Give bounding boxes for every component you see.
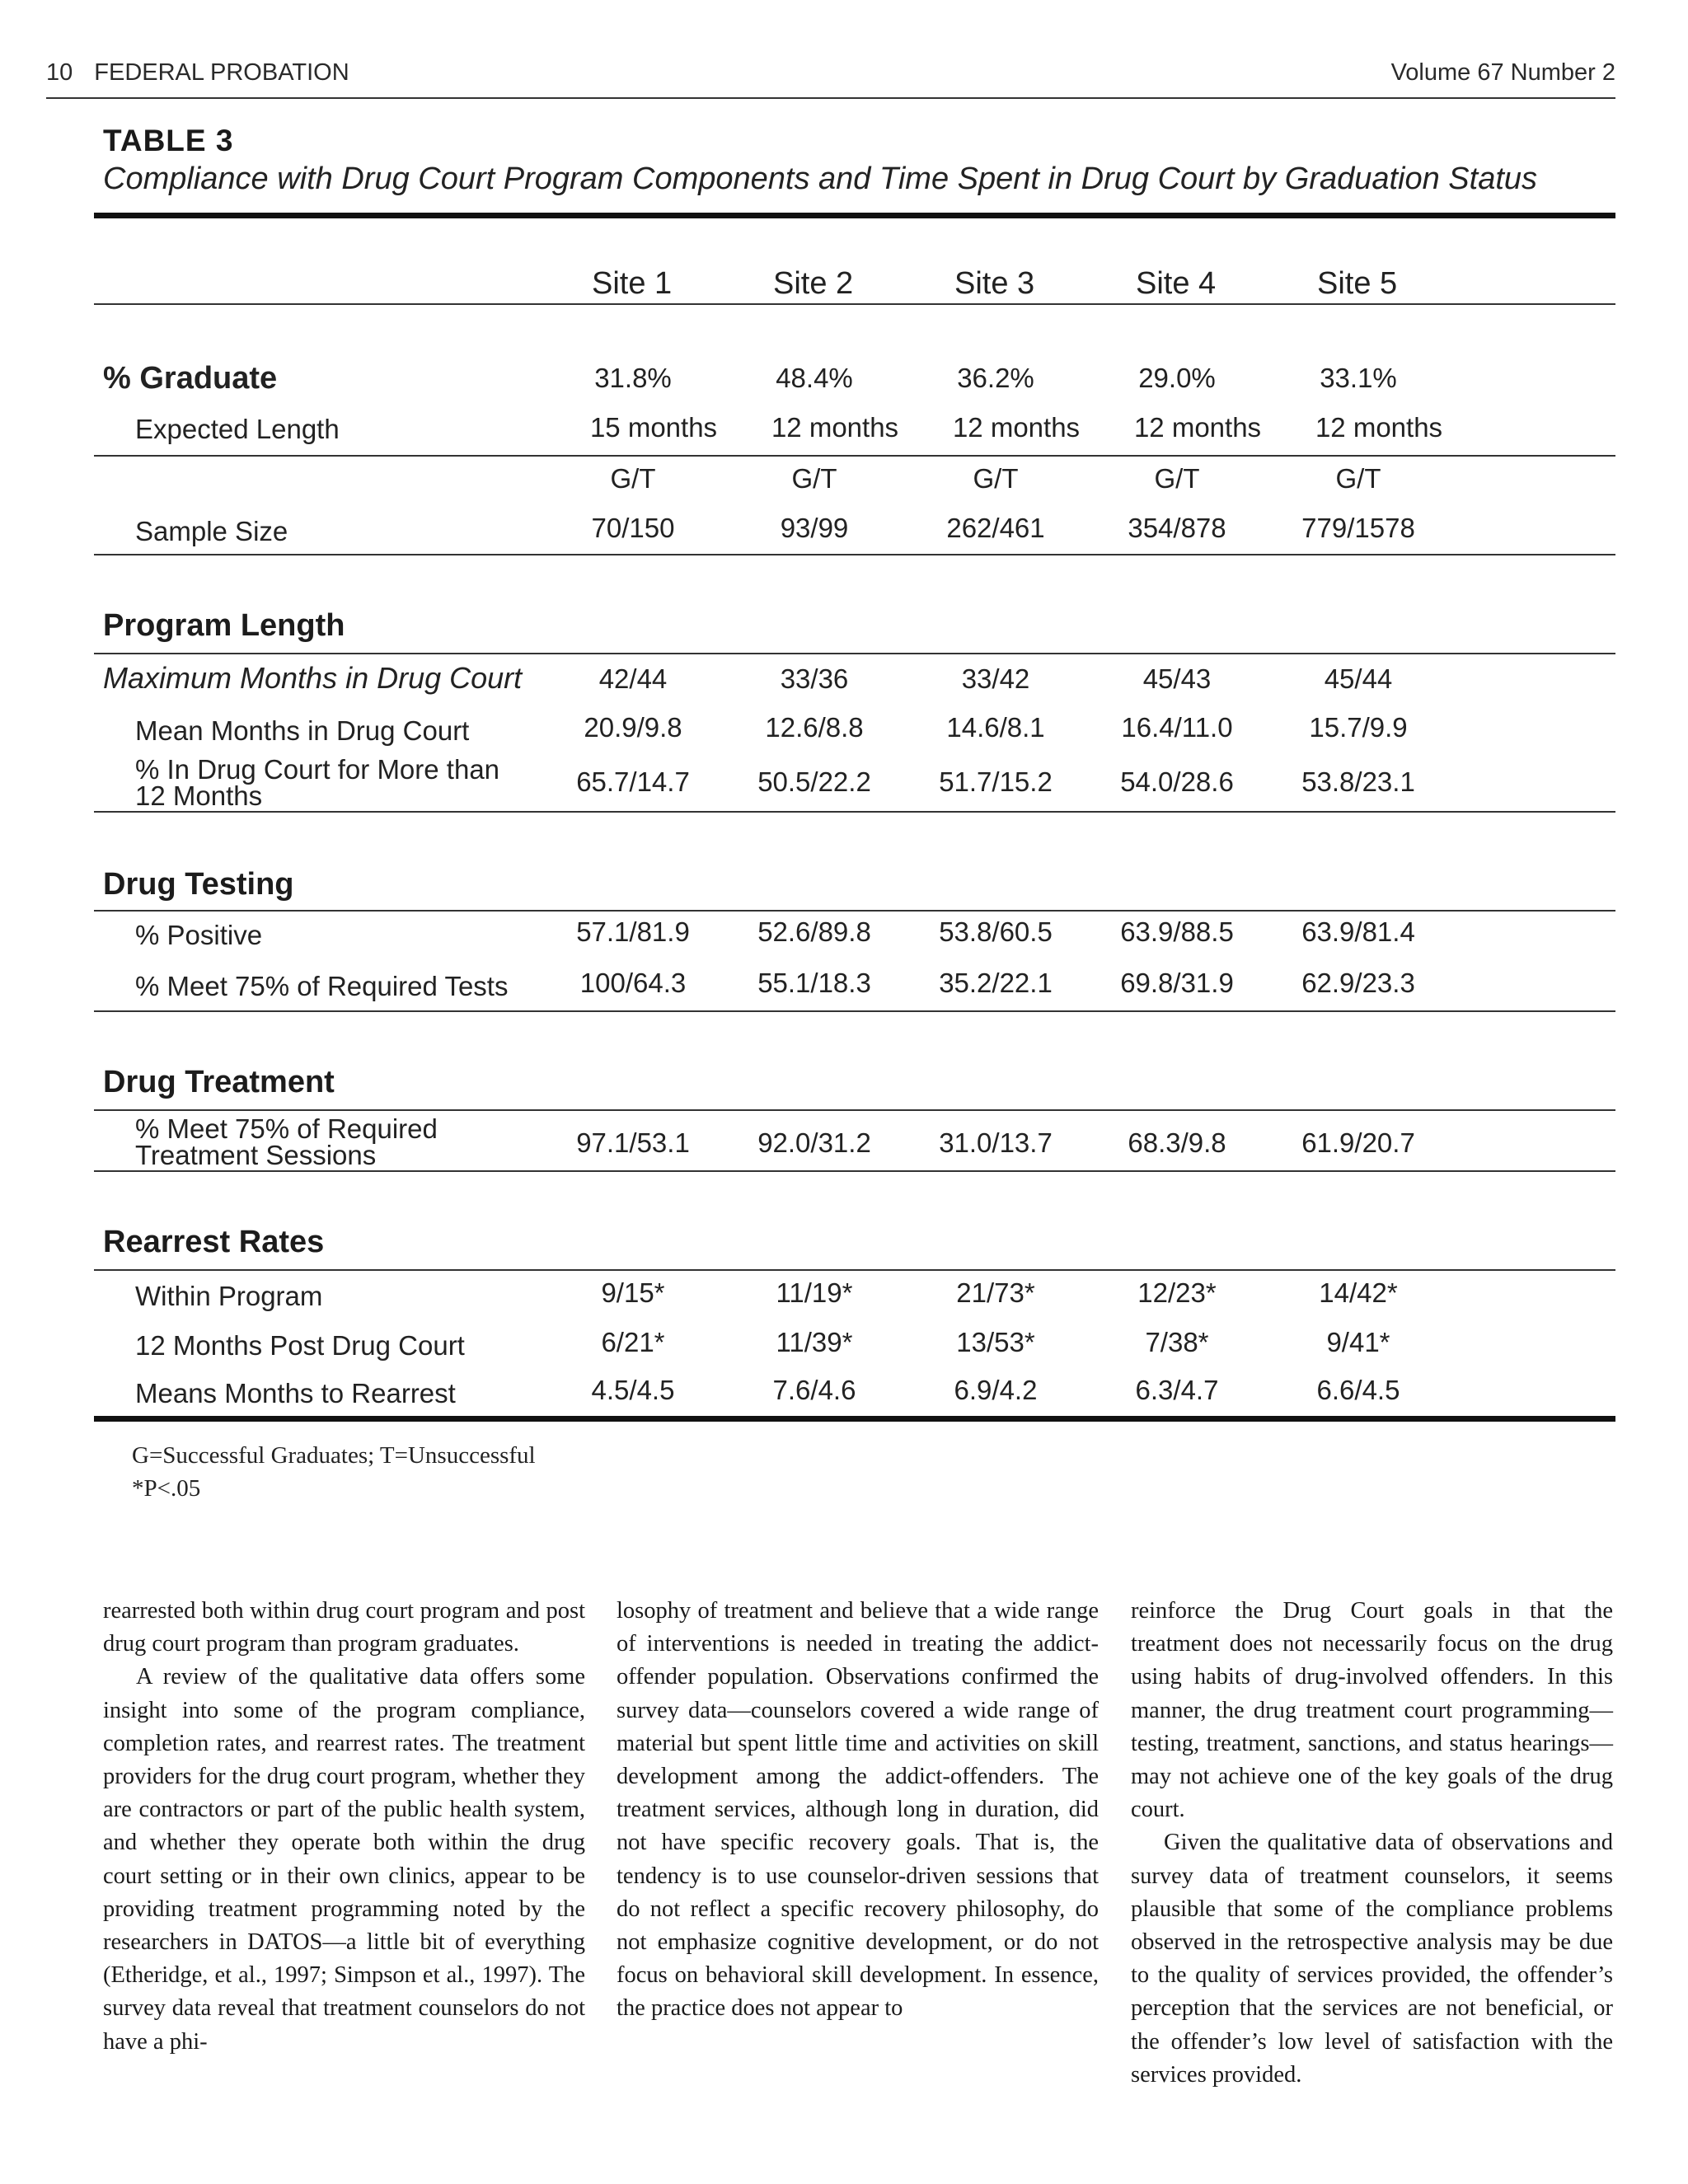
table-cell: 50.5/22.2: [757, 766, 871, 797]
table-cell: 52.6/89.8: [757, 916, 871, 947]
table-cell: 61.9/20.7: [1301, 1127, 1415, 1158]
body-column-3: [1131, 1595, 1613, 2092]
table-cell: 42/44: [598, 663, 668, 694]
table-cell: 65.7/14.7: [576, 766, 690, 797]
table-cell: 69.8/31.9: [1120, 968, 1234, 998]
column-header-site-3: Site 3: [954, 266, 1035, 301]
table-cell: 15.7/9.9: [1309, 712, 1408, 743]
table-cell: 12/23*: [1137, 1277, 1217, 1308]
table-cell: 14.6/8.1: [946, 712, 1045, 743]
table-cell: 57.1/81.9: [576, 916, 690, 947]
column-header-site-1: Site 1: [592, 266, 673, 301]
table-cell: 21/73*: [956, 1277, 1035, 1308]
section-rule: [94, 653, 1615, 654]
paragraph: reinforce the Drug Court goals in that the treatment does not necessarily focus on the drug using habits of drug-involved offenders. In this manner, the drug treatment court programming—testing, treatment, sanctions, and status hearings—may not achieve one of the key goals of the drug court.: [1131, 1598, 1613, 1823]
table-cell: 54.0/28.6: [1120, 766, 1234, 797]
table-cell: 14/42*: [1319, 1277, 1398, 1308]
table-cell: 7/38*: [1145, 1327, 1209, 1357]
table-cell: 70/150: [591, 513, 675, 543]
table-cell: 11/39*: [776, 1327, 853, 1357]
row-rule: [94, 455, 1615, 457]
section-program-length: Program Length: [103, 608, 345, 643]
running-head-left: [46, 59, 371, 87]
table-cell: 63.9/81.4: [1301, 916, 1415, 947]
section-drug-treatment: Drug Treatment: [103, 1065, 335, 1099]
table-cell: 51.7/15.2: [939, 766, 1053, 797]
section-rule: [94, 910, 1615, 912]
table-cell: 20.9/9.8: [584, 712, 682, 743]
post-drug-court-label: 12 Months Post Drug Court: [135, 1330, 465, 1361]
table-cell: 35.2/22.1: [939, 968, 1053, 998]
table-cell: 97.1/53.1: [576, 1127, 690, 1158]
max-months-label: Maximum Months in Drug Court: [103, 661, 523, 695]
section-rule: [94, 1109, 1615, 1111]
table-cell: 779/1578: [1301, 513, 1415, 543]
label-line: 12 Months: [135, 780, 263, 811]
table-cell: 9/15*: [601, 1277, 665, 1308]
table-cell: 354/878: [1128, 513, 1226, 543]
table-cell: 4.5/4.5: [591, 1375, 675, 1405]
section-rule: [94, 1269, 1615, 1271]
table-note-significance: *P<.05: [132, 1475, 201, 1502]
gt-header: G/T: [1335, 463, 1381, 494]
volume-info: Volume 67 Number 2: [1390, 59, 1615, 86]
graduate-label: % Graduate: [103, 361, 278, 396]
column-header-site-5: Site 5: [1317, 266, 1398, 301]
row-rule: [94, 811, 1615, 813]
table-cell: 93/99: [780, 513, 849, 543]
table-cell: 9/41*: [1326, 1327, 1390, 1357]
label-line: % Meet 75% of Required: [135, 1113, 438, 1144]
paragraph: Given the qualitative data of observations and survey data of treatment counselors, it seems plausible that some of the compliance problems observed in the retrospective analysis may be due to the quality of services provided, the offender’s perception that the services are not beneficial, or the offender’s low level of satisfaction with the services provided.: [1131, 1830, 1613, 2088]
table-cell: 36.2%: [957, 363, 1034, 393]
table-cell: 45/44: [1324, 663, 1393, 694]
table-cell: 33.1%: [1320, 363, 1397, 393]
header-rule: [46, 97, 1615, 99]
table-cell: 12 months: [952, 412, 1081, 443]
running-head: [46, 59, 1615, 87]
paragraph: losophy of treatment and believe that a wide range of interventions is needed in treating the addict-offender population. Observations confirmed the survey data—counselors covered a wide range of material but spent little time and activities on skill development among the addict-offenders. The treatment services, although long in duration, did not have specific recovery goals. That is, the tendency is to use counselor-driven sessions that do not reflect a specific recovery philosophy, do not emphasize cognitive development, or do not focus on behavioral skill development. In essence, the practice does not appear to: [617, 1598, 1099, 2022]
table-cell: 29.0%: [1138, 363, 1216, 393]
table-cell: 31.0/13.7: [939, 1127, 1053, 1158]
row-rule: [94, 1170, 1615, 1172]
section-drug-testing: Drug Testing: [103, 867, 294, 902]
meet-75-tests-label: % Meet 75% of Required Tests: [135, 971, 509, 1001]
row-rule: [94, 1010, 1615, 1012]
table-cell: 11/19*: [776, 1277, 853, 1308]
table-cell: 6.3/4.7: [1135, 1375, 1219, 1405]
table-cell: 12.6/8.8: [765, 712, 864, 743]
gt-header: G/T: [973, 463, 1019, 494]
table-note-legend: G=Successful Graduates; T=Unsuccessful: [132, 1442, 536, 1469]
paragraph: A review of the qualitative data offers some insight into some of the program compliance, completion rates, and rearrest rates. The treatment providers for the drug court program, whether they are contractors or part of the public health system, and whether they operate both within the drug court setting or in their own clinics, appear to be providing treatment programming noted by the researchers in DATOS—a little bit of everything (Etheridge, et al., 1997; Simpson et al., 1997). The survey data reveal that treatment counselors do not have a phi-: [103, 1664, 585, 2055]
table-top-rule: [94, 213, 1615, 218]
table-cell: 12 months: [1315, 412, 1443, 443]
body-column-2: [617, 1595, 1099, 2026]
table-cell: 6.6/4.5: [1316, 1375, 1400, 1405]
table-cell: 45/43: [1142, 663, 1212, 694]
table-cell: 53.8/60.5: [939, 916, 1053, 947]
table-cell: 55.1/18.3: [757, 968, 871, 998]
label-line: Treatment Sessions: [135, 1140, 377, 1170]
more-than-12-label: [135, 754, 500, 811]
table-bottom-rule: [94, 1416, 1615, 1422]
table-cell: 33/36: [780, 663, 849, 694]
body-column-1: [103, 1595, 585, 2059]
table-cell: 12 months: [1133, 412, 1262, 443]
within-program-label: Within Program: [135, 1281, 323, 1311]
table-cell: 31.8%: [594, 363, 672, 393]
gt-header: G/T: [610, 463, 656, 494]
table-cell: 92.0/31.2: [757, 1127, 871, 1158]
expected-length-label: Expected Length: [135, 414, 340, 444]
months-to-rearrest-label: Means Months to Rearrest: [135, 1378, 456, 1408]
table-cell: 6.9/4.2: [954, 1375, 1038, 1405]
gt-header: G/T: [1154, 463, 1200, 494]
table-cell: 100/64.3: [579, 968, 687, 998]
mean-months-label: Mean Months in Drug Court: [135, 715, 470, 746]
section-rearrest-rates: Rearrest Rates: [103, 1225, 325, 1259]
positive-label: % Positive: [135, 920, 263, 950]
table-cell: 6/21*: [601, 1327, 665, 1357]
row-rule: [94, 554, 1615, 555]
sample-size-label: Sample Size: [135, 516, 288, 546]
table-cell: 53.8/23.1: [1301, 766, 1415, 797]
table-cell: 7.6/4.6: [772, 1375, 856, 1405]
table-caption: Compliance with Drug Court Program Components and Time Spent in Drug Court by Graduation Status: [103, 162, 1538, 196]
page-number: 10: [46, 59, 73, 86]
gt-header: G/T: [791, 463, 837, 494]
table-cell: 262/461: [946, 513, 1045, 543]
table-cell: 62.9/23.3: [1301, 968, 1415, 998]
header-rule-bottom: [94, 303, 1615, 305]
label-line: % In Drug Court for More than: [135, 754, 500, 785]
meet-75-treatment-label: [135, 1113, 438, 1170]
table-cell: 12 months: [771, 412, 899, 443]
table-cell: 68.3/9.8: [1128, 1127, 1226, 1158]
journal-title: FEDERAL PROBATION: [94, 59, 349, 86]
table-label: TABLE 3: [103, 124, 234, 157]
table-cell: 63.9/88.5: [1120, 916, 1234, 947]
table-cell: 13/53*: [956, 1327, 1035, 1357]
table-cell: 48.4%: [776, 363, 853, 393]
table-cell: 16.4/11.0: [1121, 712, 1233, 743]
table-cell: 15 months: [589, 412, 718, 443]
column-header-site-2: Site 2: [773, 266, 854, 301]
paragraph: rearrested both within drug court program and post drug court program than program graduates.: [103, 1598, 585, 1657]
table-cell: 33/42: [961, 663, 1030, 694]
column-header-site-4: Site 4: [1136, 266, 1217, 301]
